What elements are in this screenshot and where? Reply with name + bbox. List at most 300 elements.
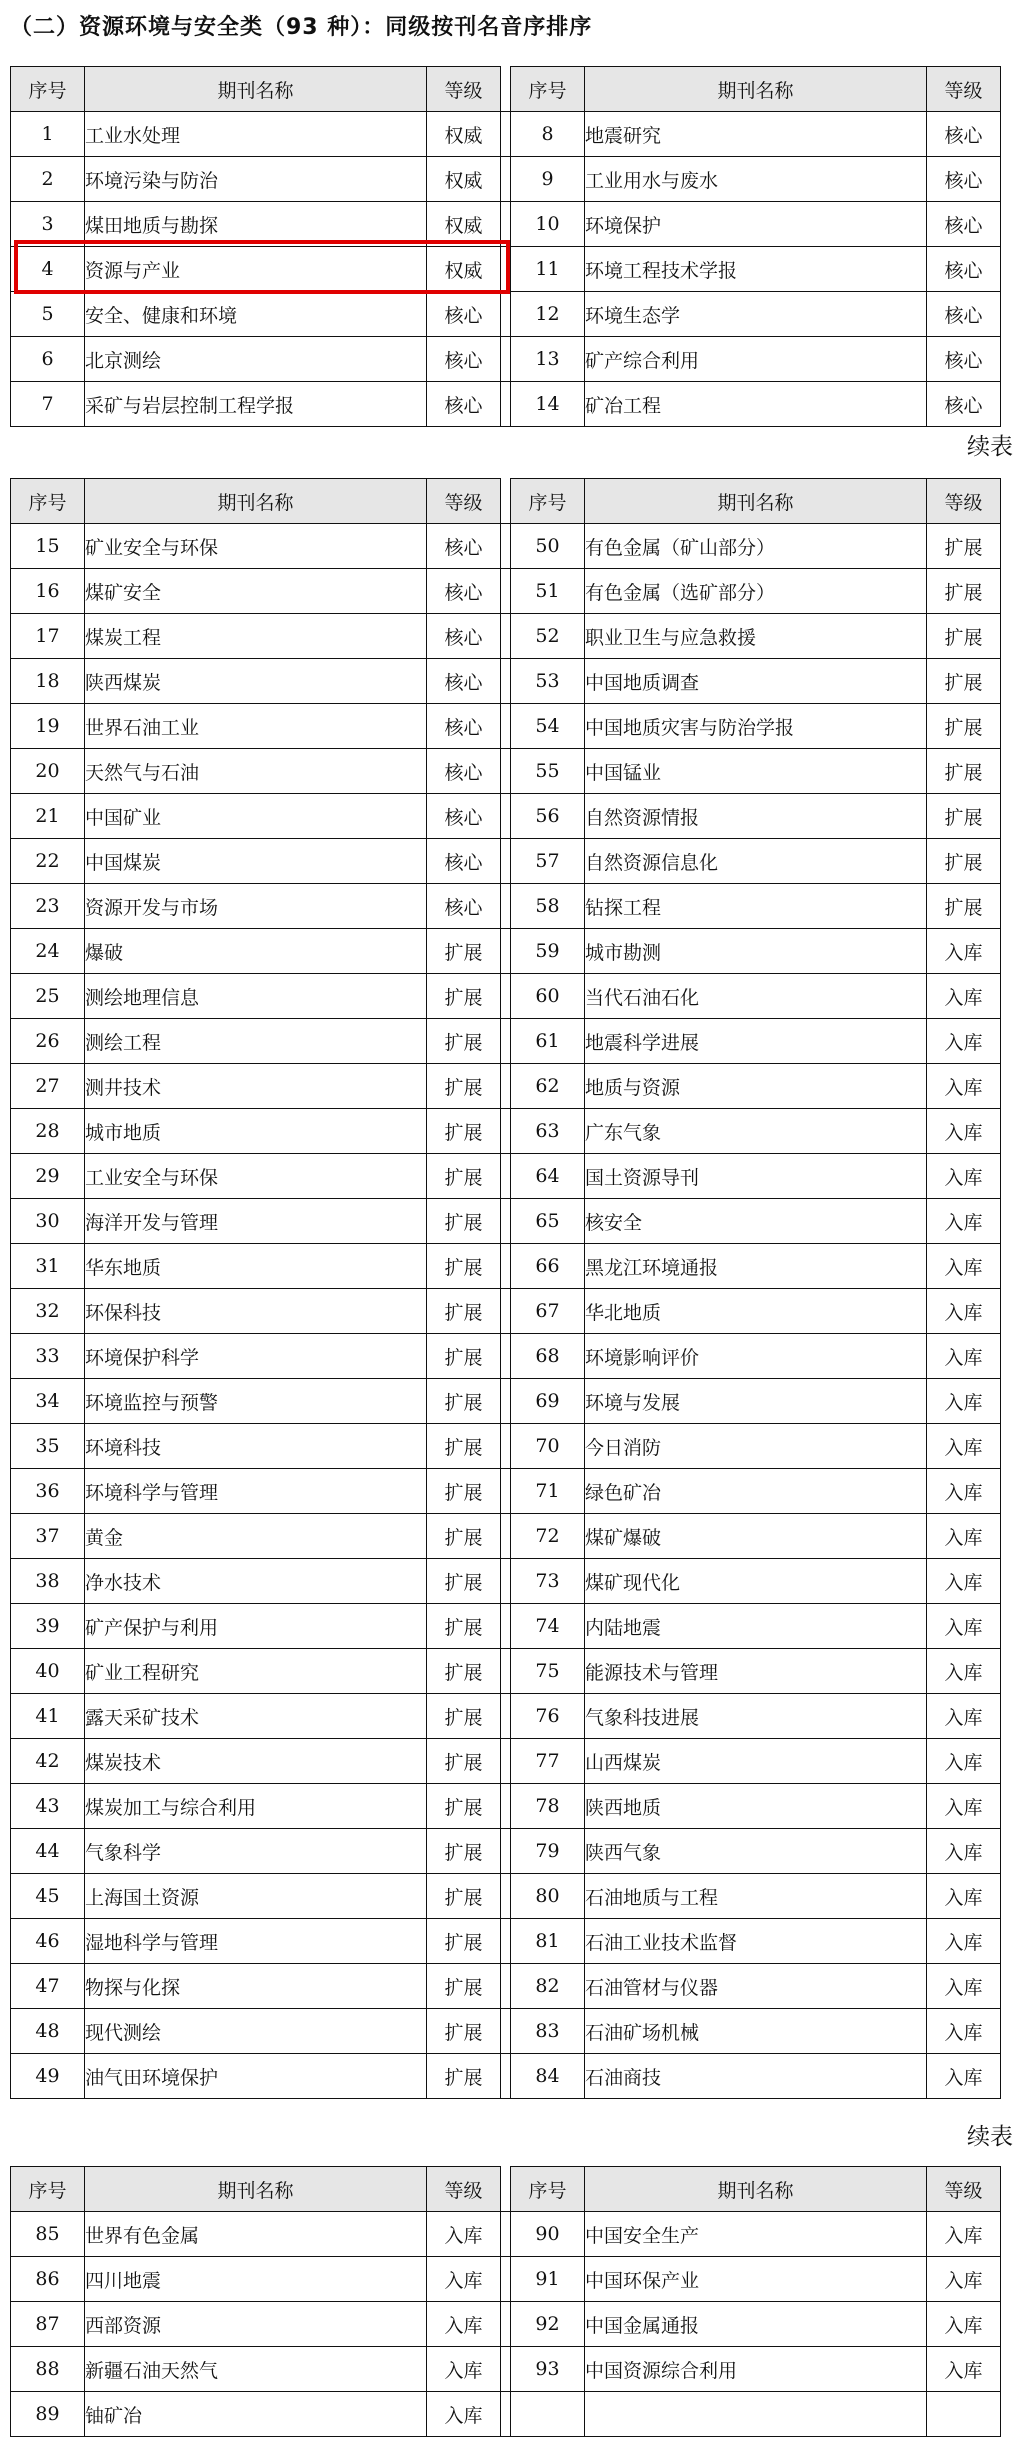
row-number: 16 [11,569,85,614]
journal-level: 入库 [927,2212,1001,2257]
header-level: 等级 [927,67,1001,112]
journal-name: 华东地质 [85,1244,427,1289]
table-row [11,1109,1001,1154]
row-number: 89 [11,2392,85,2437]
journal-name: 国土资源导刊 [585,1154,927,1199]
column-gap [501,1064,511,1109]
row-number: 3 [11,202,85,247]
row-number: 79 [511,1829,585,1874]
column-gap [501,749,511,794]
column-gap [501,1784,511,1829]
journal-name: 气象科学 [85,1829,427,1874]
journal-name: 环境污染与防治 [85,157,427,202]
column-gap [501,794,511,839]
column-gap [501,1109,511,1154]
column-gap [501,2347,511,2392]
journal-level: 入库 [927,1424,1001,1469]
table-row [11,112,1001,157]
journal-name: 城市地质 [85,1109,427,1154]
row-number: 46 [11,1919,85,1964]
row-number: 88 [11,2347,85,2392]
journal-name: 地震科学进展 [585,1019,927,1064]
journal-level: 扩展 [427,1874,501,1919]
journal-level: 扩展 [927,839,1001,884]
row-number: 71 [511,1469,585,1514]
row-number: 29 [11,1154,85,1199]
row-number: 91 [511,2257,585,2302]
journal-name: 净水技术 [85,1559,427,1604]
table-row [11,1964,1001,2009]
row-number: 28 [11,1109,85,1154]
table-row [11,929,1001,974]
journal-level: 核心 [427,614,501,659]
row-number: 23 [11,884,85,929]
journal-name: 环境影响评价 [585,1334,927,1379]
journal-name: 矿产保护与利用 [85,1604,427,1649]
header-name: 期刊名称 [585,479,927,524]
journal-name: 测绘工程 [85,1019,427,1064]
journal-level: 扩展 [427,1469,501,1514]
table-row [11,382,1001,427]
header-row [11,2167,1001,2212]
journal-level: 权威 [427,202,501,247]
journal-name: 北京测绘 [85,337,427,382]
row-number: 68 [511,1334,585,1379]
journal-level: 扩展 [427,1424,501,1469]
journal-level: 扩展 [427,929,501,974]
header-no: 序号 [11,479,85,524]
table-row [11,1739,1001,1784]
journal-name: 能源技术与管理 [585,1649,927,1694]
journal-level: 扩展 [927,659,1001,704]
journal-name: 世界石油工业 [85,704,427,749]
row-number: 52 [511,614,585,659]
journal-level: 入库 [927,1739,1001,1784]
table-row [11,884,1001,929]
row-number: 26 [11,1019,85,1064]
journal-level: 核心 [927,337,1001,382]
table-row [11,524,1001,569]
table-row [11,2212,1001,2257]
header-no: 序号 [11,2167,85,2212]
journal-level: 入库 [927,1604,1001,1649]
journal-level: 入库 [427,2257,501,2302]
journal-level: 入库 [927,1829,1001,1874]
journal-level: 扩展 [427,1604,501,1649]
journal-level: 入库 [927,929,1001,974]
column-gap [501,157,511,202]
table-row [11,2257,1001,2302]
header-no: 序号 [11,67,85,112]
table-row [11,749,1001,794]
row-number: 25 [11,974,85,1019]
column-gap [501,1334,511,1379]
journal-level: 扩展 [427,1109,501,1154]
row-number: 65 [511,1199,585,1244]
journal-name: 环境保护 [585,202,927,247]
journal-name: 环境与发展 [585,1379,927,1424]
journal-level: 入库 [927,2347,1001,2392]
column-gap [501,1604,511,1649]
journal-name: 华北地质 [585,1289,927,1334]
table-row [11,1694,1001,1739]
row-number: 21 [11,794,85,839]
table-row [11,292,1001,337]
journal-name: 石油地质与工程 [585,1874,927,1919]
header-name: 期刊名称 [585,67,927,112]
column-gap [501,704,511,749]
journal-name: 中国资源综合利用 [585,2347,927,2392]
journal-level: 入库 [927,1649,1001,1694]
table-row [11,202,1001,247]
journal-name: 今日消防 [585,1424,927,1469]
row-number: 61 [511,1019,585,1064]
column-gap [501,1874,511,1919]
journal-name: 环境保护科学 [85,1334,427,1379]
journal-level: 入库 [427,2302,501,2347]
journal-name: 环境监控与预警 [85,1379,427,1424]
journal-name: 露天采矿技术 [85,1694,427,1739]
column-gap [501,1379,511,1424]
journal-level: 入库 [927,1559,1001,1604]
row-number: 19 [11,704,85,749]
column-gap [501,1964,511,2009]
row-number: 42 [11,1739,85,1784]
row-number: 82 [511,1964,585,2009]
journal-level: 入库 [427,2347,501,2392]
journal-name: 煤炭工程 [85,614,427,659]
continued-label-1: 续表 [967,434,1013,460]
column-gap [501,839,511,884]
journal-name: 油气田环境保护 [85,2054,427,2099]
row-number: 43 [11,1784,85,1829]
row-number: 64 [511,1154,585,1199]
journal-level: 扩展 [427,1199,501,1244]
column-gap [501,337,511,382]
row-number: 90 [511,2212,585,2257]
row-number: 67 [511,1289,585,1334]
journal-level: 扩展 [927,524,1001,569]
column-gap [501,292,511,337]
row-number: 70 [511,1424,585,1469]
journal-level: 权威 [427,247,501,292]
journal-name: 石油矿场机械 [585,2009,927,2054]
journal-level: 扩展 [427,1694,501,1739]
table-row [11,2302,1001,2347]
journal-level: 扩展 [927,614,1001,659]
journal-name: 黑龙江环境通报 [585,1244,927,1289]
journal-level: 扩展 [427,1154,501,1199]
row-number [511,2392,585,2437]
journal-level: 核心 [427,382,501,427]
journal-name: 自然资源信息化 [585,839,927,884]
journal-level: 扩展 [427,1064,501,1109]
journal-level: 扩展 [427,1784,501,1829]
column-gap [501,1919,511,1964]
column-gap [501,1514,511,1559]
row-number: 8 [511,112,585,157]
column-gap [501,1019,511,1064]
table-row [11,1064,1001,1109]
column-gap [501,1739,511,1784]
journal-name: 煤炭加工与综合利用 [85,1784,427,1829]
table-row [11,1874,1001,1919]
journal-name: 矿业工程研究 [85,1649,427,1694]
journal-name: 资源与产业 [85,247,427,292]
column-gap [501,202,511,247]
row-number: 7 [11,382,85,427]
column-gap [501,382,511,427]
row-number: 20 [11,749,85,794]
row-number: 77 [511,1739,585,1784]
journal-name: 物探与化探 [85,1964,427,2009]
journal-name: 采矿与岩层控制工程学报 [85,382,427,427]
journal-name: 石油管材与仪器 [585,1964,927,2009]
table-row [11,1424,1001,1469]
row-number: 84 [511,2054,585,2099]
header-level: 等级 [427,67,501,112]
journal-name: 中国环保产业 [585,2257,927,2302]
journal-level: 核心 [427,337,501,382]
journal-level: 入库 [927,1244,1001,1289]
row-number: 49 [11,2054,85,2099]
journal-level: 入库 [927,1784,1001,1829]
row-number: 72 [511,1514,585,1559]
row-number: 9 [511,157,585,202]
column-gap [501,884,511,929]
journal-level: 入库 [927,1874,1001,1919]
table-row [11,1559,1001,1604]
table-row [11,1289,1001,1334]
journal-name: 煤田地质与勘探 [85,202,427,247]
section-title: （二）资源环境与安全类（93 种）：同级按刊名音序排序 [10,15,593,40]
journal-level: 入库 [927,1919,1001,1964]
journal-level: 核心 [927,247,1001,292]
journal-name: 中国安全生产 [585,2212,927,2257]
journal-name: 核安全 [585,1199,927,1244]
table-row [11,1379,1001,1424]
row-number: 30 [11,1199,85,1244]
row-number: 66 [511,1244,585,1289]
header-row [11,479,1001,524]
row-number: 55 [511,749,585,794]
row-number: 87 [11,2302,85,2347]
journal-level: 扩展 [427,1829,501,1874]
journal-name: 矿业安全与环保 [85,524,427,569]
journal-level: 核心 [427,569,501,614]
journal-name: 测绘地理信息 [85,974,427,1019]
journal-level: 入库 [927,1154,1001,1199]
journal-name: 四川地震 [85,2257,427,2302]
row-number: 40 [11,1649,85,1694]
row-number: 47 [11,1964,85,2009]
journal-level: 入库 [927,1064,1001,1109]
header-name: 期刊名称 [585,2167,927,2212]
journal-level: 扩展 [427,1649,501,1694]
column-gap [501,1154,511,1199]
journal-name: 山西煤炭 [585,1739,927,1784]
journal-name: 煤炭技术 [85,1739,427,1784]
continued-label-2: 续表 [967,2124,1013,2150]
journal-level: 入库 [927,1109,1001,1154]
table-row [11,704,1001,749]
column-gap [501,2302,511,2347]
column-gap [501,659,511,704]
journal-name: 海洋开发与管理 [85,1199,427,1244]
header-row [11,67,1001,112]
column-gap [501,1694,511,1739]
row-number: 24 [11,929,85,974]
table-row [11,1019,1001,1064]
journal-name: 矿产综合利用 [585,337,927,382]
header-level: 等级 [427,2167,501,2212]
row-number: 12 [511,292,585,337]
header-no: 序号 [511,2167,585,2212]
column-gap [501,1559,511,1604]
row-number: 81 [511,1919,585,1964]
table-row [11,337,1001,382]
row-number: 92 [511,2302,585,2347]
journal-level: 扩展 [927,794,1001,839]
journal-name: 环保科技 [85,1289,427,1334]
row-number: 36 [11,1469,85,1514]
journal-level: 核心 [927,112,1001,157]
column-gap [501,1649,511,1694]
journal-name: 当代石油石化 [585,974,927,1019]
column-gap [501,1424,511,1469]
journal-name: 地震研究 [585,112,927,157]
row-number: 54 [511,704,585,749]
journal-name: 世界有色金属 [85,2212,427,2257]
journal-level: 扩展 [927,749,1001,794]
journal-name: 安全、健康和环境 [85,292,427,337]
journal-level: 入库 [927,1289,1001,1334]
journal-name: 环境生态学 [585,292,927,337]
journal-level: 扩展 [427,1244,501,1289]
journal-level: 扩展 [427,1289,501,1334]
column-gap [501,2212,511,2257]
journal-table-1 [10,66,1001,427]
journal-name: 中国地质调查 [585,659,927,704]
journal-level: 权威 [427,112,501,157]
column-gap [501,1289,511,1334]
journal-name: 中国锰业 [585,749,927,794]
table-row [11,569,1001,614]
journal-table-2 [10,478,1001,2099]
header-name: 期刊名称 [85,2167,427,2212]
row-number: 10 [511,202,585,247]
row-number: 57 [511,839,585,884]
table-row [11,1244,1001,1289]
row-number: 59 [511,929,585,974]
journal-name: 上海国土资源 [85,1874,427,1919]
table-row [11,1919,1001,1964]
table-row [11,1154,1001,1199]
row-number: 75 [511,1649,585,1694]
journal-name: 现代测绘 [85,2009,427,2054]
table-row [11,157,1001,202]
journal-name: 环境科技 [85,1424,427,1469]
row-number: 22 [11,839,85,884]
journal-level: 入库 [927,1019,1001,1064]
journal-name: 绿色矿冶 [585,1469,927,1514]
table-row [11,2347,1001,2392]
table-row [11,1469,1001,1514]
row-number: 11 [511,247,585,292]
row-number: 4 [11,247,85,292]
row-number: 41 [11,1694,85,1739]
table-row [11,794,1001,839]
row-number: 51 [511,569,585,614]
column-gap [501,1469,511,1514]
table-row [11,1334,1001,1379]
table-row [11,1784,1001,1829]
row-number: 63 [511,1109,585,1154]
journal-name: 爆破 [85,929,427,974]
journal-level: 扩展 [427,974,501,1019]
journal-name: 煤矿安全 [85,569,427,614]
row-number: 15 [11,524,85,569]
row-number: 2 [11,157,85,202]
row-number: 60 [511,974,585,1019]
journal-name: 中国煤炭 [85,839,427,884]
table-row [11,2009,1001,2054]
journal-level: 扩展 [427,1334,501,1379]
journal-level: 扩展 [427,1019,501,1064]
journal-name: 环境科学与管理 [85,1469,427,1514]
table-row [11,659,1001,704]
row-number: 50 [511,524,585,569]
journal-level: 扩展 [427,1379,501,1424]
header-name: 期刊名称 [85,479,427,524]
journal-level: 核心 [927,292,1001,337]
column-gap [501,479,511,524]
journal-name: 黄金 [85,1514,427,1559]
row-number: 39 [11,1604,85,1649]
journal-name [585,2392,927,2437]
table-row [11,1604,1001,1649]
journal-name: 煤矿爆破 [585,1514,927,1559]
header-level: 等级 [927,2167,1001,2212]
journal-level: 核心 [427,749,501,794]
journal-name: 石油工业技术监督 [585,1919,927,1964]
journal-level: 扩展 [927,569,1001,614]
journal-name: 陕西地质 [585,1784,927,1829]
table-row [11,1829,1001,1874]
journal-name: 煤矿现代化 [585,1559,927,1604]
journal-name: 新疆石油天然气 [85,2347,427,2392]
journal-name: 天然气与石油 [85,749,427,794]
journal-level: 扩展 [427,1559,501,1604]
column-gap [501,569,511,614]
journal-level: 核心 [427,839,501,884]
column-gap [501,1829,511,1874]
row-number: 17 [11,614,85,659]
journal-level: 入库 [927,1334,1001,1379]
journal-level: 入库 [927,1199,1001,1244]
journal-name: 环境工程技术学报 [585,247,927,292]
row-number: 5 [11,292,85,337]
journal-level: 核心 [427,704,501,749]
journal-name: 工业安全与环保 [85,1154,427,1199]
journal-level: 入库 [927,1964,1001,2009]
journal-level: 核心 [927,382,1001,427]
row-number: 85 [11,2212,85,2257]
journal-level: 扩展 [427,1919,501,1964]
journal-level: 核心 [427,884,501,929]
journal-level: 核心 [427,524,501,569]
journal-level: 入库 [927,1469,1001,1514]
